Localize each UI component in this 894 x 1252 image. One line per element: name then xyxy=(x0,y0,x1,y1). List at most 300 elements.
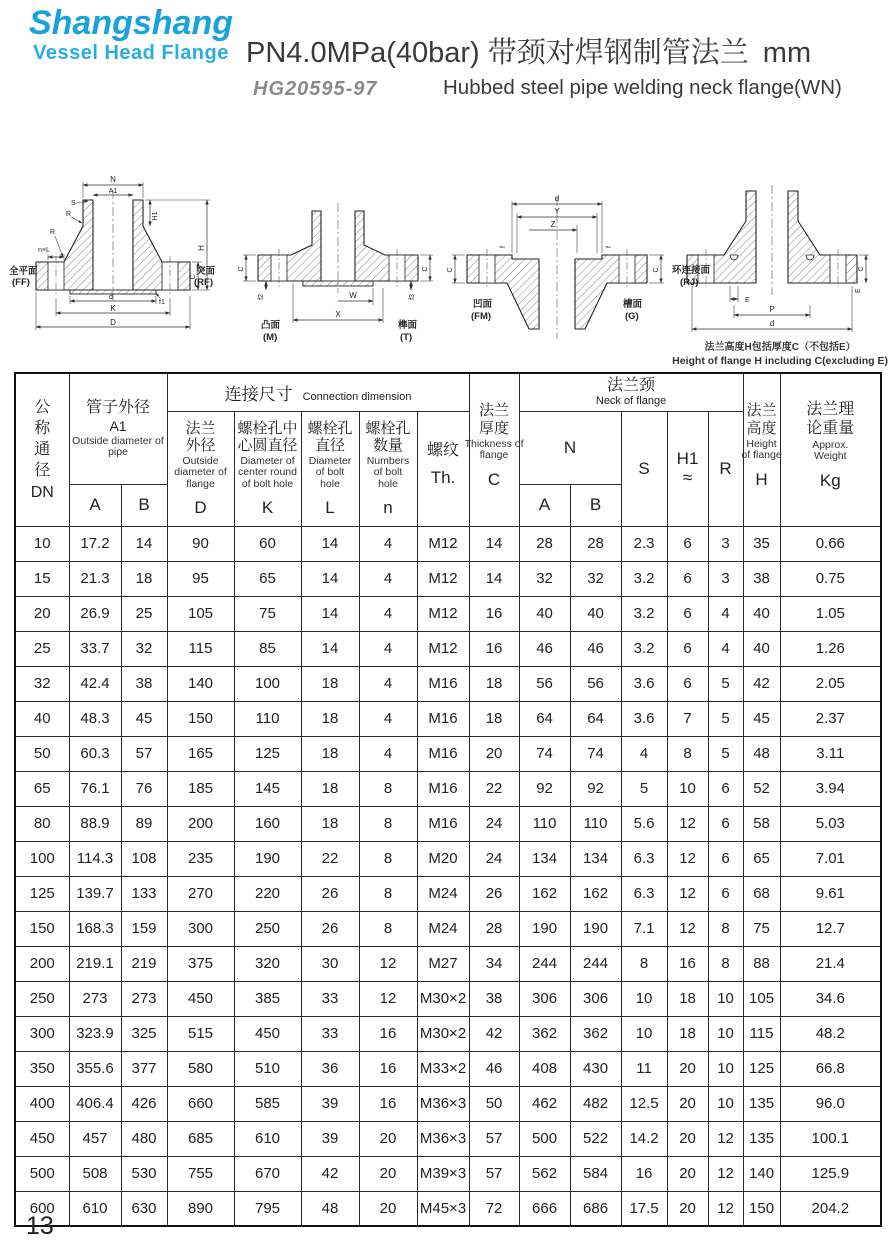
cell: 385 xyxy=(234,981,301,1016)
cell: 50 xyxy=(15,736,69,771)
cell: 90 xyxy=(167,526,234,561)
cell: 14 xyxy=(469,526,519,561)
cell: 270 xyxy=(167,876,234,911)
cell: 38 xyxy=(469,981,519,1016)
cell: 162 xyxy=(570,876,621,911)
cell: 8 xyxy=(359,911,417,946)
cell: 160 xyxy=(234,806,301,841)
dim-n: N xyxy=(110,175,116,184)
brand-name: Shangshang xyxy=(28,4,234,42)
cell: 7.1 xyxy=(621,911,667,946)
cell: 125.9 xyxy=(780,1156,881,1191)
cell: 17.5 xyxy=(621,1191,667,1226)
d-en: Outside diameter of flange xyxy=(174,455,227,490)
cell: 10 xyxy=(667,771,708,806)
cell: 39 xyxy=(301,1086,359,1121)
cell: 300 xyxy=(167,911,234,946)
face-code-rf: (RF) xyxy=(194,277,213,288)
dim-y: Y xyxy=(554,207,561,216)
cell: 630 xyxy=(121,1191,167,1226)
dim-p: P xyxy=(769,305,775,314)
cell: 75 xyxy=(743,911,780,946)
cell: 250 xyxy=(15,981,69,1016)
diagram-note-zh: 法兰高度H包括厚度C（不包括E） xyxy=(704,342,856,353)
face-code-t: (T) xyxy=(399,332,412,343)
cell: 134 xyxy=(519,841,570,876)
cell: 375 xyxy=(167,946,234,981)
cell: 190 xyxy=(570,911,621,946)
pipe-sub: A1 xyxy=(109,417,127,434)
cell: 125 xyxy=(743,1051,780,1086)
cell: 18 xyxy=(121,561,167,596)
face-code-rj: (RJ) xyxy=(680,277,699,288)
pipe-zh: 管子外径 xyxy=(85,399,150,417)
s-letter: S xyxy=(638,458,650,478)
dim-d: d xyxy=(109,294,113,301)
col-header-h1 xyxy=(667,411,708,526)
cell: 670 xyxy=(234,1156,301,1191)
cell: 48.2 xyxy=(780,1016,881,1051)
cell: 5.03 xyxy=(780,806,881,841)
table-row xyxy=(15,911,881,946)
k-en: Diameter of center round of bolt hole xyxy=(238,455,297,490)
cell: 480 xyxy=(121,1121,167,1156)
cell: 4 xyxy=(359,631,417,666)
pipe-en: Outside diameter of pipe xyxy=(72,434,164,459)
cell: 8 xyxy=(621,946,667,981)
cell: 14 xyxy=(121,526,167,561)
cell: 400 xyxy=(15,1086,69,1121)
col-header-pipe-a xyxy=(69,484,121,526)
cell: 18 xyxy=(667,1016,708,1051)
h-en: Height of flange xyxy=(741,437,782,462)
cell: 133 xyxy=(121,876,167,911)
cell: 26 xyxy=(469,876,519,911)
cell: 96.0 xyxy=(780,1086,881,1121)
cell: 500 xyxy=(15,1156,69,1191)
cell: 14 xyxy=(301,596,359,631)
cell: 190 xyxy=(234,841,301,876)
cell: 66.8 xyxy=(780,1051,881,1086)
n-letter: n xyxy=(383,497,393,517)
cell: 34.6 xyxy=(780,981,881,1016)
cell: 522 xyxy=(570,1121,621,1156)
cell: 108 xyxy=(121,841,167,876)
cell: 42.4 xyxy=(69,666,121,701)
cell: 25 xyxy=(15,631,69,666)
cell: M16 xyxy=(417,666,469,701)
neck-en: Neck of flange xyxy=(595,395,667,408)
cell: 660 xyxy=(167,1086,234,1121)
cell: 115 xyxy=(743,1016,780,1051)
cell: 110 xyxy=(519,806,570,841)
cell: 12 xyxy=(667,806,708,841)
cell: 20 xyxy=(15,596,69,631)
table-row xyxy=(15,1156,881,1191)
cell: 88 xyxy=(743,946,780,981)
cell: 40 xyxy=(570,596,621,631)
d-zh: 法兰外径 xyxy=(185,419,216,454)
col-header-s xyxy=(621,411,667,526)
cell: M39×3 xyxy=(417,1156,469,1191)
col-header-neck-b xyxy=(570,484,621,526)
cell: 162 xyxy=(519,876,570,911)
table-row xyxy=(15,1191,881,1226)
cell: 10 xyxy=(621,981,667,1016)
cell: 18 xyxy=(301,736,359,771)
cell: 88.9 xyxy=(69,806,121,841)
cell: 26 xyxy=(301,876,359,911)
cell: 426 xyxy=(121,1086,167,1121)
cell: 755 xyxy=(167,1156,234,1191)
cell: 5 xyxy=(621,771,667,806)
col-header-r xyxy=(708,411,743,526)
page-number: 13 xyxy=(26,1212,54,1240)
neck-b-letter: B xyxy=(589,495,602,515)
col-header-dn-zh: 公称通径 xyxy=(34,399,51,479)
cell: 300 xyxy=(15,1016,69,1051)
cell: 6 xyxy=(708,841,743,876)
diagram-rj xyxy=(672,183,872,335)
cell: 65 xyxy=(234,561,301,596)
cell: 6.3 xyxy=(621,876,667,911)
cell: 3 xyxy=(708,561,743,596)
cell: 18 xyxy=(301,771,359,806)
cell: 16 xyxy=(667,946,708,981)
cell: 114.3 xyxy=(69,841,121,876)
cell: 585 xyxy=(234,1086,301,1121)
cell: 64 xyxy=(519,701,570,736)
c-letter: C xyxy=(487,469,501,489)
cell: 1.05 xyxy=(780,596,881,631)
group-header-neck xyxy=(519,373,743,411)
table-row xyxy=(15,666,881,701)
cell: 38 xyxy=(121,666,167,701)
dim-w: W xyxy=(348,291,357,300)
cell: 57 xyxy=(469,1156,519,1191)
cell: 6 xyxy=(708,806,743,841)
dim-r1: R xyxy=(66,211,72,218)
face-label-ff: 全平面 xyxy=(9,266,38,277)
cell: 5 xyxy=(708,666,743,701)
dim-k: K xyxy=(110,304,116,313)
cell: 200 xyxy=(167,806,234,841)
cell: 3.11 xyxy=(780,736,881,771)
table-row xyxy=(15,596,881,631)
h-zh: 法兰高度 xyxy=(746,402,777,437)
cell: 4 xyxy=(708,596,743,631)
cell: 1.26 xyxy=(780,631,881,666)
cell: M16 xyxy=(417,806,469,841)
cell: 32 xyxy=(121,631,167,666)
col-header-h xyxy=(743,373,780,526)
cell: 159 xyxy=(121,911,167,946)
cell: 16 xyxy=(621,1156,667,1191)
cell: 4 xyxy=(359,736,417,771)
cell: 273 xyxy=(69,981,121,1016)
dim-e2: E xyxy=(855,288,863,293)
cell: 100 xyxy=(15,841,69,876)
cell: 20 xyxy=(667,1121,708,1156)
cell: 430 xyxy=(570,1051,621,1086)
cell: 28 xyxy=(469,911,519,946)
cell: 42 xyxy=(469,1016,519,1051)
cell: 32 xyxy=(519,561,570,596)
table-row xyxy=(15,736,881,771)
k-letter: K xyxy=(261,497,274,517)
cell: M24 xyxy=(417,876,469,911)
cell: 580 xyxy=(167,1051,234,1086)
cell: 65 xyxy=(15,771,69,806)
cell: 20 xyxy=(667,1191,708,1226)
cell: M16 xyxy=(417,701,469,736)
cell: 515 xyxy=(167,1016,234,1051)
cell: 10 xyxy=(708,1051,743,1086)
cell: 12 xyxy=(359,946,417,981)
cell: 56 xyxy=(519,666,570,701)
cell: 58 xyxy=(743,806,780,841)
cell: 10 xyxy=(708,1086,743,1121)
kg-en: Approx. Weight xyxy=(812,439,849,463)
cell: 450 xyxy=(234,1016,301,1051)
cell: 12 xyxy=(667,876,708,911)
cell: 24 xyxy=(469,841,519,876)
col-header-c xyxy=(464,373,524,526)
cell: 145 xyxy=(234,771,301,806)
cell: 355.6 xyxy=(69,1051,121,1086)
cell: 65 xyxy=(743,841,780,876)
cell: 18 xyxy=(469,666,519,701)
cell: 510 xyxy=(234,1051,301,1086)
cell: 150 xyxy=(167,701,234,736)
dim-c: C xyxy=(190,274,197,280)
cell: 190 xyxy=(519,911,570,946)
cell: 50 xyxy=(469,1086,519,1121)
dim-f-right: f xyxy=(606,246,614,248)
cell: 38 xyxy=(743,561,780,596)
cell: 48.3 xyxy=(69,701,121,736)
cell: 16 xyxy=(469,631,519,666)
cell: 12.7 xyxy=(780,911,881,946)
cell: 12.5 xyxy=(621,1086,667,1121)
cell: 3.6 xyxy=(621,701,667,736)
cell: M12 xyxy=(417,526,469,561)
cell: 115 xyxy=(167,631,234,666)
cell: 18 xyxy=(667,981,708,1016)
cell: 0.75 xyxy=(780,561,881,596)
cell: 26 xyxy=(301,911,359,946)
col-header-pipe-b xyxy=(121,484,167,526)
cell: 12 xyxy=(708,1191,743,1226)
cell: 8 xyxy=(359,876,417,911)
cell: 8 xyxy=(359,806,417,841)
cell: 60 xyxy=(234,526,301,561)
table-body xyxy=(15,526,881,1226)
l-en: Diameter of bolt hole xyxy=(308,455,352,490)
cell: 8 xyxy=(667,736,708,771)
cell: 33 xyxy=(301,1016,359,1051)
table-row xyxy=(15,1051,881,1086)
cell: 76.1 xyxy=(69,771,121,806)
cell: 10 xyxy=(708,1016,743,1051)
cell: 6 xyxy=(667,631,708,666)
cell: 4 xyxy=(359,596,417,631)
cell: 89 xyxy=(121,806,167,841)
cell: M12 xyxy=(417,561,469,596)
brand-tagline: Vessel Head Flange xyxy=(33,41,229,64)
cell: 9.61 xyxy=(780,876,881,911)
cell: 134 xyxy=(570,841,621,876)
dim-nxl: n×L xyxy=(38,247,50,254)
face-code-m: (M) xyxy=(262,332,277,343)
n-en: Numbers of bolt hole xyxy=(366,455,410,490)
cell: 25 xyxy=(121,596,167,631)
cell: 6.3 xyxy=(621,841,667,876)
cell: 20 xyxy=(667,1156,708,1191)
cell: 686 xyxy=(570,1191,621,1226)
cell: 5 xyxy=(708,736,743,771)
cell: 508 xyxy=(69,1156,121,1191)
title-zh: 带颈对焊钢制管法兰 xyxy=(487,37,749,69)
h-letter: H xyxy=(755,469,768,489)
dim-f-left: f xyxy=(500,246,508,248)
cell: 600 xyxy=(15,1191,69,1226)
cell: M36×3 xyxy=(417,1086,469,1121)
th-zh: 螺纹 xyxy=(427,441,460,459)
cell: 75 xyxy=(234,596,301,631)
cell: 21.4 xyxy=(780,946,881,981)
flange-diagrams xyxy=(8,170,888,366)
cell: 3 xyxy=(708,526,743,561)
cell: 10 xyxy=(621,1016,667,1051)
cell: 16 xyxy=(359,1051,417,1086)
cell: 6 xyxy=(667,596,708,631)
neck-zh: 法兰颈 xyxy=(607,377,656,395)
cell: 150 xyxy=(15,911,69,946)
cell: 273 xyxy=(121,981,167,1016)
cell: 4 xyxy=(621,736,667,771)
dim-h: H xyxy=(197,245,206,251)
face-label-t: 榫面 xyxy=(397,320,417,331)
cell: 85 xyxy=(234,631,301,666)
cell: 0.66 xyxy=(780,526,881,561)
cell: 57 xyxy=(469,1121,519,1156)
kg-zh: 法兰理论重量 xyxy=(806,401,855,437)
flange-spec-table xyxy=(14,372,882,1227)
cell: 74 xyxy=(570,736,621,771)
cell: 6 xyxy=(708,876,743,911)
cell: 36 xyxy=(301,1051,359,1086)
cell: M24 xyxy=(417,911,469,946)
dim-f2: f2 xyxy=(257,294,265,300)
cell: 8 xyxy=(708,911,743,946)
dim-d3d: d xyxy=(555,194,560,203)
cell: 2.05 xyxy=(780,666,881,701)
cell: 2.3 xyxy=(621,526,667,561)
cell: 22 xyxy=(301,841,359,876)
cell: 457 xyxy=(69,1121,121,1156)
cell: 235 xyxy=(167,841,234,876)
cell: M16 xyxy=(417,736,469,771)
dim-dd: D xyxy=(110,318,116,327)
cell: 408 xyxy=(519,1051,570,1086)
kg-letter: Kg xyxy=(819,470,841,490)
cell: 11 xyxy=(621,1051,667,1086)
cell: M12 xyxy=(417,631,469,666)
cell: 100.1 xyxy=(780,1121,881,1156)
cell: 110 xyxy=(570,806,621,841)
cell: 76 xyxy=(121,771,167,806)
cell: 18 xyxy=(301,701,359,736)
cell: 139.7 xyxy=(69,876,121,911)
cell: 135 xyxy=(743,1121,780,1156)
cell: 14 xyxy=(301,561,359,596)
c-zh: 法兰厚度 xyxy=(479,402,510,437)
cell: 185 xyxy=(167,771,234,806)
cell: 562 xyxy=(519,1156,570,1191)
diagram-fm-g xyxy=(447,189,669,347)
cell: 8 xyxy=(359,841,417,876)
cell: 125 xyxy=(234,736,301,771)
cell: 325 xyxy=(121,1016,167,1051)
group-header-pipe xyxy=(69,373,167,484)
dim-c3-right: C xyxy=(653,267,661,273)
face-code-ff: (FF) xyxy=(12,277,30,288)
cell: 48 xyxy=(301,1191,359,1226)
h1-letter: H1 xyxy=(676,449,699,469)
cell: 14.2 xyxy=(621,1121,667,1156)
cell: 220 xyxy=(234,876,301,911)
cell: 16 xyxy=(359,1086,417,1121)
cell: 12 xyxy=(667,911,708,946)
diagram-note xyxy=(672,342,888,368)
cell: 32 xyxy=(15,666,69,701)
cell: 350 xyxy=(15,1051,69,1086)
col-header-dn xyxy=(15,373,69,526)
cell: 168.3 xyxy=(69,911,121,946)
cell: 7 xyxy=(667,701,708,736)
cell: 4 xyxy=(359,561,417,596)
cell: 306 xyxy=(570,981,621,1016)
cell: 14 xyxy=(301,631,359,666)
col-header-neck-n xyxy=(519,411,621,484)
neck-a-letter: A xyxy=(538,495,551,515)
cell: 20 xyxy=(359,1191,417,1226)
face-label-rj: 环连接面 xyxy=(672,265,711,276)
cell: 64 xyxy=(570,701,621,736)
pipe-a-letter: A xyxy=(89,495,101,515)
dim-h1: H1 xyxy=(152,211,159,221)
cell: 45 xyxy=(743,701,780,736)
n-zh: 螺栓孔数量 xyxy=(365,419,411,454)
cell: 24 xyxy=(469,806,519,841)
cell: 2.37 xyxy=(780,701,881,736)
cell: 92 xyxy=(570,771,621,806)
cell: 110 xyxy=(234,701,301,736)
cell: 21.3 xyxy=(69,561,121,596)
cell: 15 xyxy=(15,561,69,596)
face-label-rf: 突面 xyxy=(196,266,216,277)
col-header-th xyxy=(417,411,469,526)
cell: 323.9 xyxy=(69,1016,121,1051)
cell: 140 xyxy=(743,1156,780,1191)
group-header-connection xyxy=(167,373,469,411)
cell: 204.2 xyxy=(780,1191,881,1226)
diagram-m-t xyxy=(233,193,445,343)
face-label-g: 槽面 xyxy=(623,299,643,310)
cell: 80 xyxy=(15,806,69,841)
cell: 16 xyxy=(469,596,519,631)
